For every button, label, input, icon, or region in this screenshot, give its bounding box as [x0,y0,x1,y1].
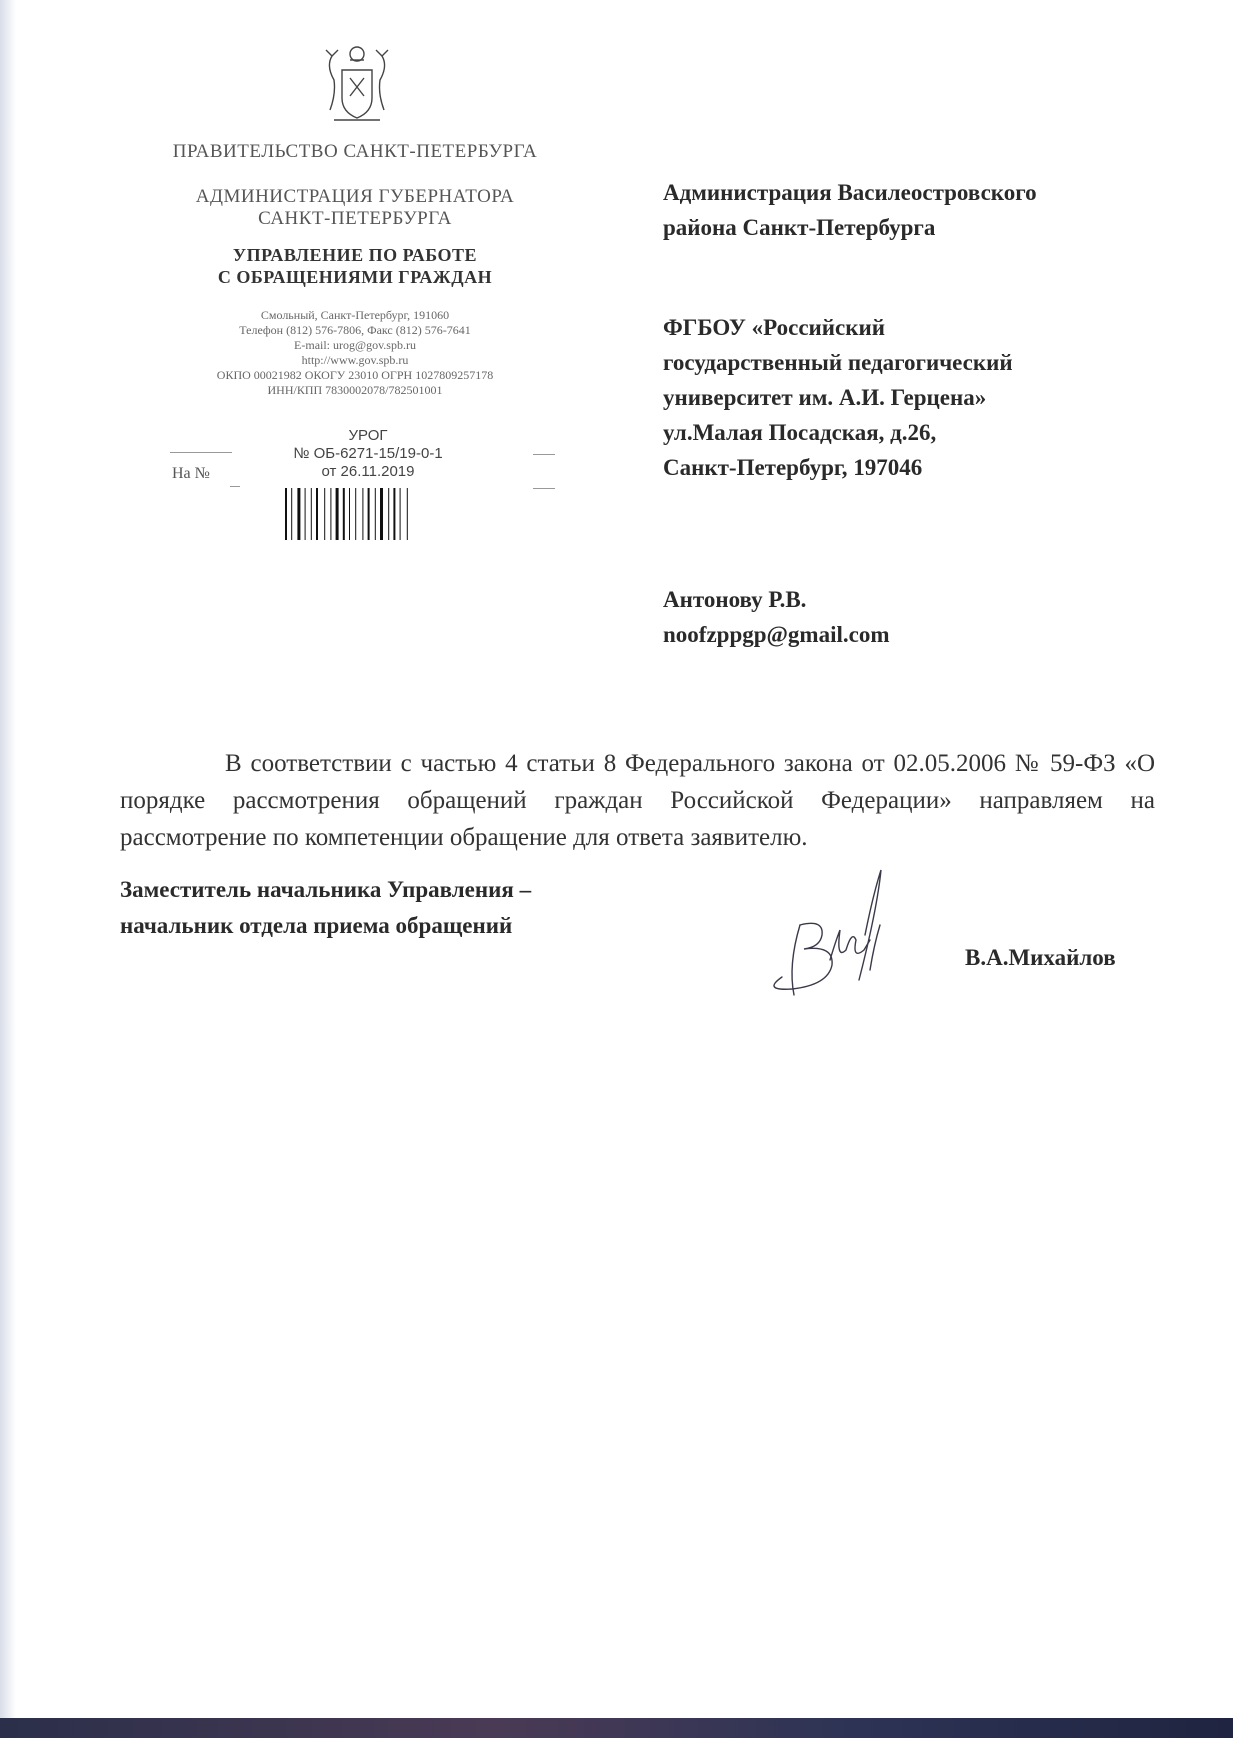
signatory-title [120,872,531,944]
barcode [285,488,445,540]
contact-email: E-mail: urog@gov.spb.ru [294,338,416,352]
signatory-title-line1: Заместитель начальника Управления – [120,877,532,902]
recipient-line: ФГБОУ «Российский [663,315,886,340]
recipient-line: государственный педагогический [663,350,1013,375]
department-name [140,244,570,288]
stamp-number: № ОБ-6271-15/19-0-1 [293,445,443,462]
department-line2: С ОБРАЩЕНИЯМИ ГРАЖДАН [217,267,493,287]
body-text: В соответствии с частью 4 статьи 8 Федерального закона от 02.05.2006 № 59-ФЗ «О порядке рассмотрения обращений граждан Российской Федерации» направляем на рассмотрение по компетенции обращение для ответа заявителю. [120,750,1155,851]
government-name: ПРАВИТЕЛЬСТВО САНКТ-ПЕТЕРБУРГА [172,141,538,162]
recipient-name: Антонову Р.В. [663,587,807,612]
letter-body [120,745,1155,856]
contact-website: http://www.gov.spb.ru [301,353,409,367]
recipient-district-admin [663,175,1223,245]
handwritten-signature [760,865,930,1005]
recipient-university [663,310,1223,485]
administration-line2: САНКТ-ПЕТЕРБУРГА [258,208,452,229]
signatory-name: В.А.Михайлов [965,945,1116,970]
scan-bottom-bar [0,1718,1233,1738]
registration-stamp [278,427,458,481]
administration-line1: АДМИНИСТРАЦИЯ ГУБЕРНАТОРА [195,186,515,207]
ref-line-bottom-left [230,486,240,487]
scan-edge [0,0,16,1738]
coat-of-arms-emblem [312,40,402,130]
recipient-line: района Санкт-Петербурга [663,215,936,240]
recipient-email: noofzppgp@gmail.com [663,622,890,647]
ref-line-bottom-right [533,488,555,489]
recipient-line: ул.Малая Посадская, д.26, [663,420,937,445]
recipient-line: Администрация Василеостровского [663,180,1037,205]
department-line1: УПРАВЛЕНИЕ ПО РАБОТЕ [232,245,478,265]
contact-address: Смольный, Санкт-Петербург, 191060 [260,308,450,322]
recipient-line: Санкт-Петербург, 197046 [663,455,923,480]
ref-line-top-left [170,452,232,453]
ref-line-top-right [533,454,555,455]
recipient-person [663,582,1223,652]
contacts-block [140,308,570,398]
signatory-title-line2: начальник отдела приема обращений [120,913,513,938]
stamp-date: от 26.11.2019 [321,463,415,480]
stamp-office: УРОГ [348,427,388,444]
contact-codes: ОКПО 00021982 ОКОГУ 23010 ОГРН 1027809257178 [216,368,494,382]
administration-name [140,186,570,230]
reference-label: На № [172,465,210,482]
contact-inn: ИНН/КПП 7830002078/782501001 [267,383,443,397]
recipient-line: университет им. А.И. Герцена» [663,385,987,410]
contact-phone: Телефон (812) 576-7806, Факс (812) 576-7641 [239,323,471,337]
